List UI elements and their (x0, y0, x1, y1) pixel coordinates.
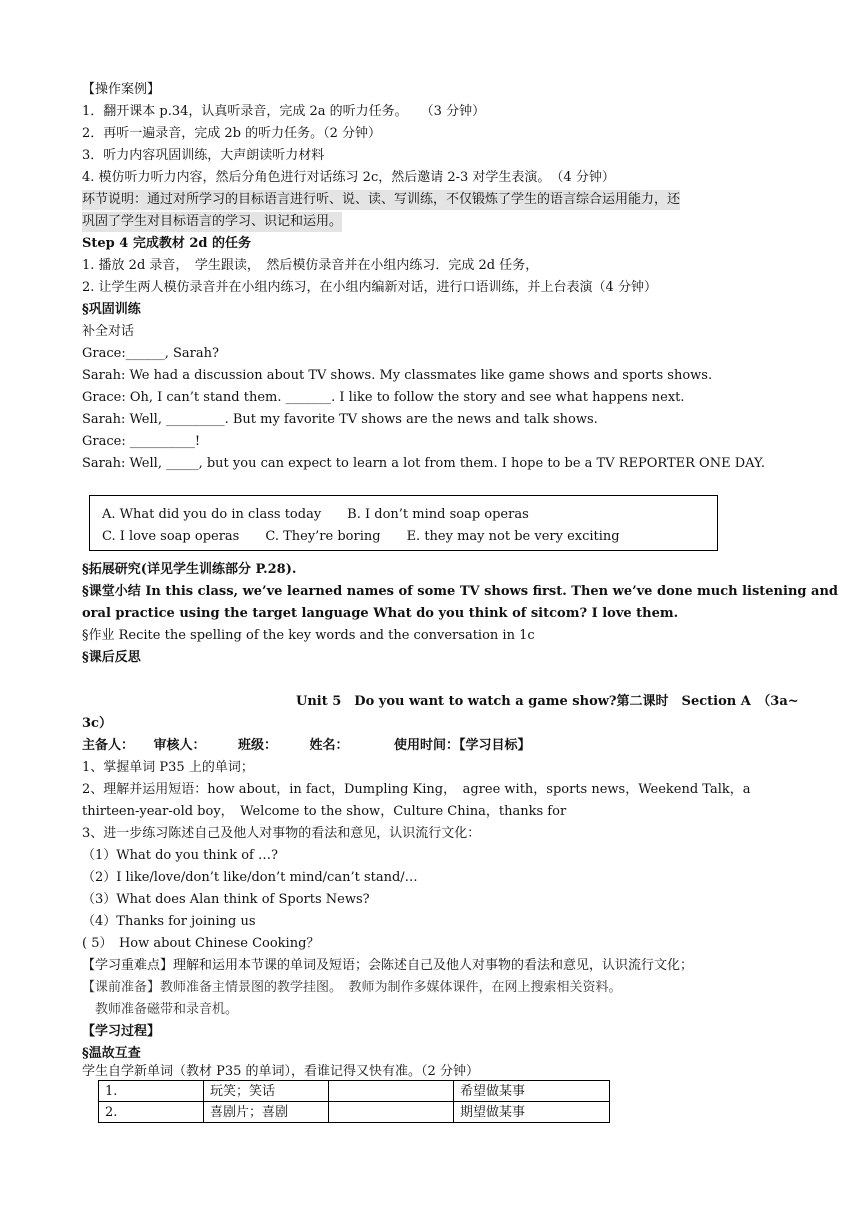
dialogue-line: Grace: Oh, I can’t stand them. _______. I like to follow the story and see what happens next. (82, 390, 685, 405)
step-line: 1. 播放 2d 录音， 学生跟读， 然后模仿录音并在小组内练习．完成 2d 任务， (82, 258, 539, 273)
header-fields: 主备人： 审核人： 班级： 姓名： 使用时间：【学习目标】 (82, 738, 531, 753)
table-cell: 1. (99, 1081, 204, 1102)
note-line: 巩固了学生对目标语言的学习、识记和运用。 (82, 212, 342, 232)
dialogue-line: Grace: __________! (82, 434, 201, 449)
goal-line: 1、掌握单词 P35 上的单词； (82, 760, 254, 775)
table-cell: 玩笑；笑话 (204, 1081, 329, 1102)
step-line: 2. 让学生两人模仿录音并在小组内练习，在小组内编新对话，进行口语训练，并上台表演（4 分钟） (82, 280, 657, 295)
exercise-instruction: 学生自学新单词（教材 P35 的单词），看谁记得又快有准。（2 分钟） (82, 1064, 479, 1079)
step-line: 1．翻开课本 p.34，认真听录音，完成 2a 的听力任务。 （3 分钟） (82, 104, 486, 119)
table-cell: 希望做某事 (454, 1081, 610, 1102)
goal-line: （3）What does Alan think of Sports News? (82, 892, 370, 907)
table-cell: 期望做某事 (454, 1102, 610, 1123)
table-row (99, 1081, 610, 1102)
table-cell: 2. (99, 1102, 204, 1123)
summary-line: §课堂小结 In this class, we’ve learned names of some TV shows first. Then we’ve done much listening and (82, 584, 838, 599)
goal-line: 2、理解并运用短语：how about，in fact，Dumpling King， agree with，sports news，Weekend Talk，a (82, 782, 751, 797)
goal-line: 3、进一步练习陈述自己及他人对事物的看法和意见，认识流行文化： (82, 826, 481, 841)
options-row: C. I love soap operas C. They’re boring E. they may not be very exciting (102, 529, 620, 544)
goal-line: （4）Thanks for joining us (82, 914, 256, 929)
table-cell: 喜剧片；喜剧 (204, 1102, 329, 1123)
table-cell (329, 1102, 454, 1123)
preparation-line: 【课前准备】教师准备主情景图的教学挂图。 教师为制作多媒体课件，在网上搜索相关资料。 (82, 980, 622, 995)
vocab-table (98, 1080, 610, 1123)
step-heading: Step 4 完成教材 2d 的任务 (82, 236, 252, 251)
goal-line: ( 5） How about Chinese Cooking？ (82, 936, 320, 951)
section-heading: §课后反思 (82, 650, 141, 665)
key-points-line: 【学习重难点】理解和运用本节课的单词及短语；会陈述自己及他人对事物的看法和意见，认识流行文化； (82, 958, 694, 973)
section-heading: §温故互查 (82, 1046, 141, 1061)
dialogue-line: Sarah: Well, _________. But my favorite TV shows are the news and talk shows. (82, 412, 598, 427)
goal-line: （1）What do you think of …? (82, 848, 278, 863)
step-line: 2．再听一遍录音，完成 2b 的听力任务。（2 分钟） (82, 126, 382, 141)
step-line: 4. 模仿听力听力内容，然后分角色进行对话练习 2c，然后邀请 2-3 对学生表演。 （4 分钟） (82, 170, 615, 185)
table-cell (329, 1081, 454, 1102)
exercise-instruction: 补全对话 (82, 324, 135, 339)
section-heading: 【学习过程】 (82, 1024, 161, 1039)
step-line: 3．听力内容巩固训练，大声朗读听力材料 (82, 148, 325, 163)
preparation-line: 教师准备磁带和录音机。 (82, 1002, 239, 1017)
dialogue-line: Sarah: Well, _____, but you can expect to learn a lot from them. I hope to be a TV REPORTER ONE DAY. (82, 456, 766, 471)
unit-title: Unit 5 Do you want to watch a game show?第二课时 Section A （3a~ (296, 694, 799, 709)
section-heading: §巩固训练 (82, 302, 141, 317)
goal-line: （2）I like/love/don’t like/don’t mind/can’t stand/… (82, 870, 418, 885)
summary-line: oral practice using the target language What do you think of sitcom? I love them. (82, 606, 679, 621)
table-row (99, 1102, 610, 1123)
dialogue-line: Sarah: We had a discussion about TV shows. My classmates like game shows and sports shows. (82, 368, 713, 383)
goal-line: thirteen-year-old boy， Welcome to the show，Culture China，thanks for (82, 804, 567, 819)
options-row: A. What did you do in class today B. I don’t mind soap operas (102, 507, 529, 522)
section-heading: §拓展研究(详见学生训练部分 P.28). (82, 562, 297, 577)
unit-title-cont: 3c） (82, 716, 112, 731)
dialogue-line: Grace:______, Sarah? (82, 346, 219, 361)
note-line: 环节说明：通过对所学习的目标语言进行听、说、读、写训练，不仅锻炼了学生的语言综合运用能力，还 (82, 190, 680, 210)
options-box (89, 495, 718, 551)
homework-line: §作业 Recite the spelling of the key words and the conversation in 1c (82, 628, 535, 643)
section-heading-case: 【操作案例】 (82, 82, 161, 97)
